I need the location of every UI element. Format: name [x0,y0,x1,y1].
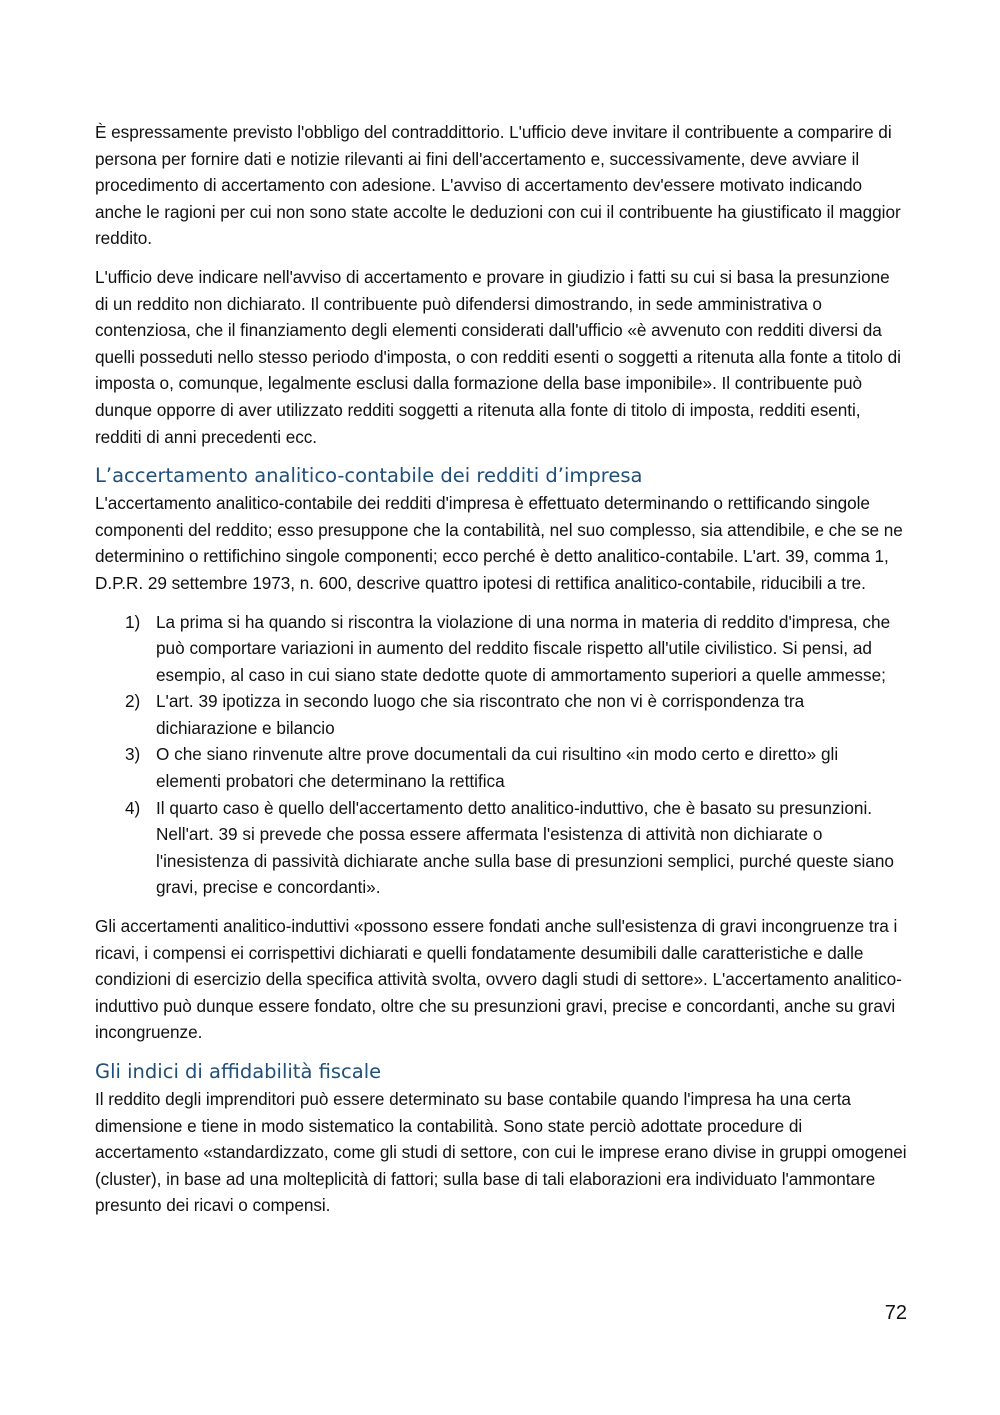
document-page [95,119,907,1231]
list-item [95,741,907,794]
paragraph-presunzione-reddito: L'ufficio deve indicare nell'avviso di accertamento e provare in giudizio i fatti su cui si basa la presunzione di un reddito non dichiarato. Il contribuente può difendersi dimostrando, in sede amministrativa o contenziosa, che il finanziamento degli elementi considerati dall'ufficio «è avvenuto con redditi diversi da quelli posseduti nello stesso periodo d'imposta, o con redditi esenti o soggetti a ritenuta alla fonte a titolo di imposta o, comunque, legalmente esclusi dalla formazione della base imponibile». Il contribuente può dunque opporre di aver utilizzato redditi soggetti a ritenuta alla fonte di titolo di imposta, redditi esenti, redditi di anni precedenti ecc. [95,266,901,447]
list-item [95,609,907,689]
list-item-text: O che siano rinvenute altre prove documentali da cui risultino «in modo certo e diretto» gli elementi probatori che determinano la rettifica [156,744,839,792]
list-item-number: 2) [125,691,141,712]
list-item-text: Il quarto caso è quello dell'accertamento detto analitico-induttivo, che è basato su presunzioni. Nell'art. 39 si prevede che possa essere affermata l'esistenza di attività non dichiarate o l'inesistenza di passività dichiarate anche sulla base di presunzioni semplici, purché queste siano gravi, precise e concordanti». [156,797,894,898]
list-item-text: La prima si ha quando si riscontra la violazione di una norma in materia di reddito d'impresa, che può comportare variazioni in aumento del reddito fiscale rispetto all'utile civilistico. Si pensi, ad esempio, al caso in cui siano state dedotte quote di ammortamento superiori a quelle ammesse; [156,611,891,685]
list-item [95,688,907,741]
list-item-text: L'art. 39 ipotizza in secondo luogo che sia riscontrato che non vi è corrispondenza tra dichiarazione e bilancio [156,691,805,738]
section-heading-analitico-contabile: L’accertamento analitico-contabile dei redditi d’impresa [95,464,643,488]
list-item [95,795,907,901]
list-item-number: 3) [125,744,141,765]
list-item-number: 1) [125,611,141,632]
paragraph-contraddittorio: È espressamente previsto l'obbligo del contraddittorio. L'ufficio deve invitare il contribuente a comparire di persona per fornire dati e notizie rilevanti ai fini dell'accertamento e, successivamente, deve avviare il procedimento di accertamento con adesione. L'avviso di accertamento dev'essere motivato indicando anche le ragioni per cui non sono state accolte le deduzioni con cui il contribuente ha giustificato il maggior reddito. [95,122,901,249]
section-heading-indici-affidabilita: Gli indici di affidabilità fiscale [95,1060,382,1083]
paragraph-indici-intro: Il reddito degli imprenditori può essere determinato su base contabile quando l'impresa ha una certa dimensione e tiene in modo sistematico la contabilità. Sono state perciò adottate procedure di accertamento «standardizzato, come gli studi di settore, con cui le imprese erano divise in gruppi omogenei (cluster), in base ad una molteplicità di fattori; sulla base di tali elaborazioni era individuato l'ammontare presunto dei ricavi o compensi. [95,1089,907,1216]
paragraph-analitico-contabile-intro: L'accertamento analitico-contabile dei redditi d'impresa è effettuato determinando o rettificando singole componenti del reddito; esso presuppone che la contabilità, nel suo complesso, sia attendibile, e che se ne determinino o rettifichino singole componenti; ecco perché è detto analitico-contabile. L'art. 39, comma 1, D.P.R. 29 settembre 1973, n. 600, descrive quattro ipotesi di rettifica analitico-contabile, riducibili a tre. [95,493,903,593]
paragraph-analitico-induttivi: Gli accertamenti analitico-induttivi «possono essere fondati anche sull'esistenza di gravi incongruenze tra i ricavi, i compensi ei corrispettivi dichiarati e quelli fondatamente desumibili dalle caratteristiche e dalle condizioni di esercizio della specifica attività svolta, ovvero dagli studi di settore». L'accertamento analitico-induttivo può dunque essere fondato, oltre che su presunzioni gravi, precise e concordanti, anche su gravi incongruenze. [95,916,902,1043]
rettifica-list [95,609,907,902]
list-item-number: 4) [125,797,141,818]
page-number: 72 [884,1302,907,1324]
